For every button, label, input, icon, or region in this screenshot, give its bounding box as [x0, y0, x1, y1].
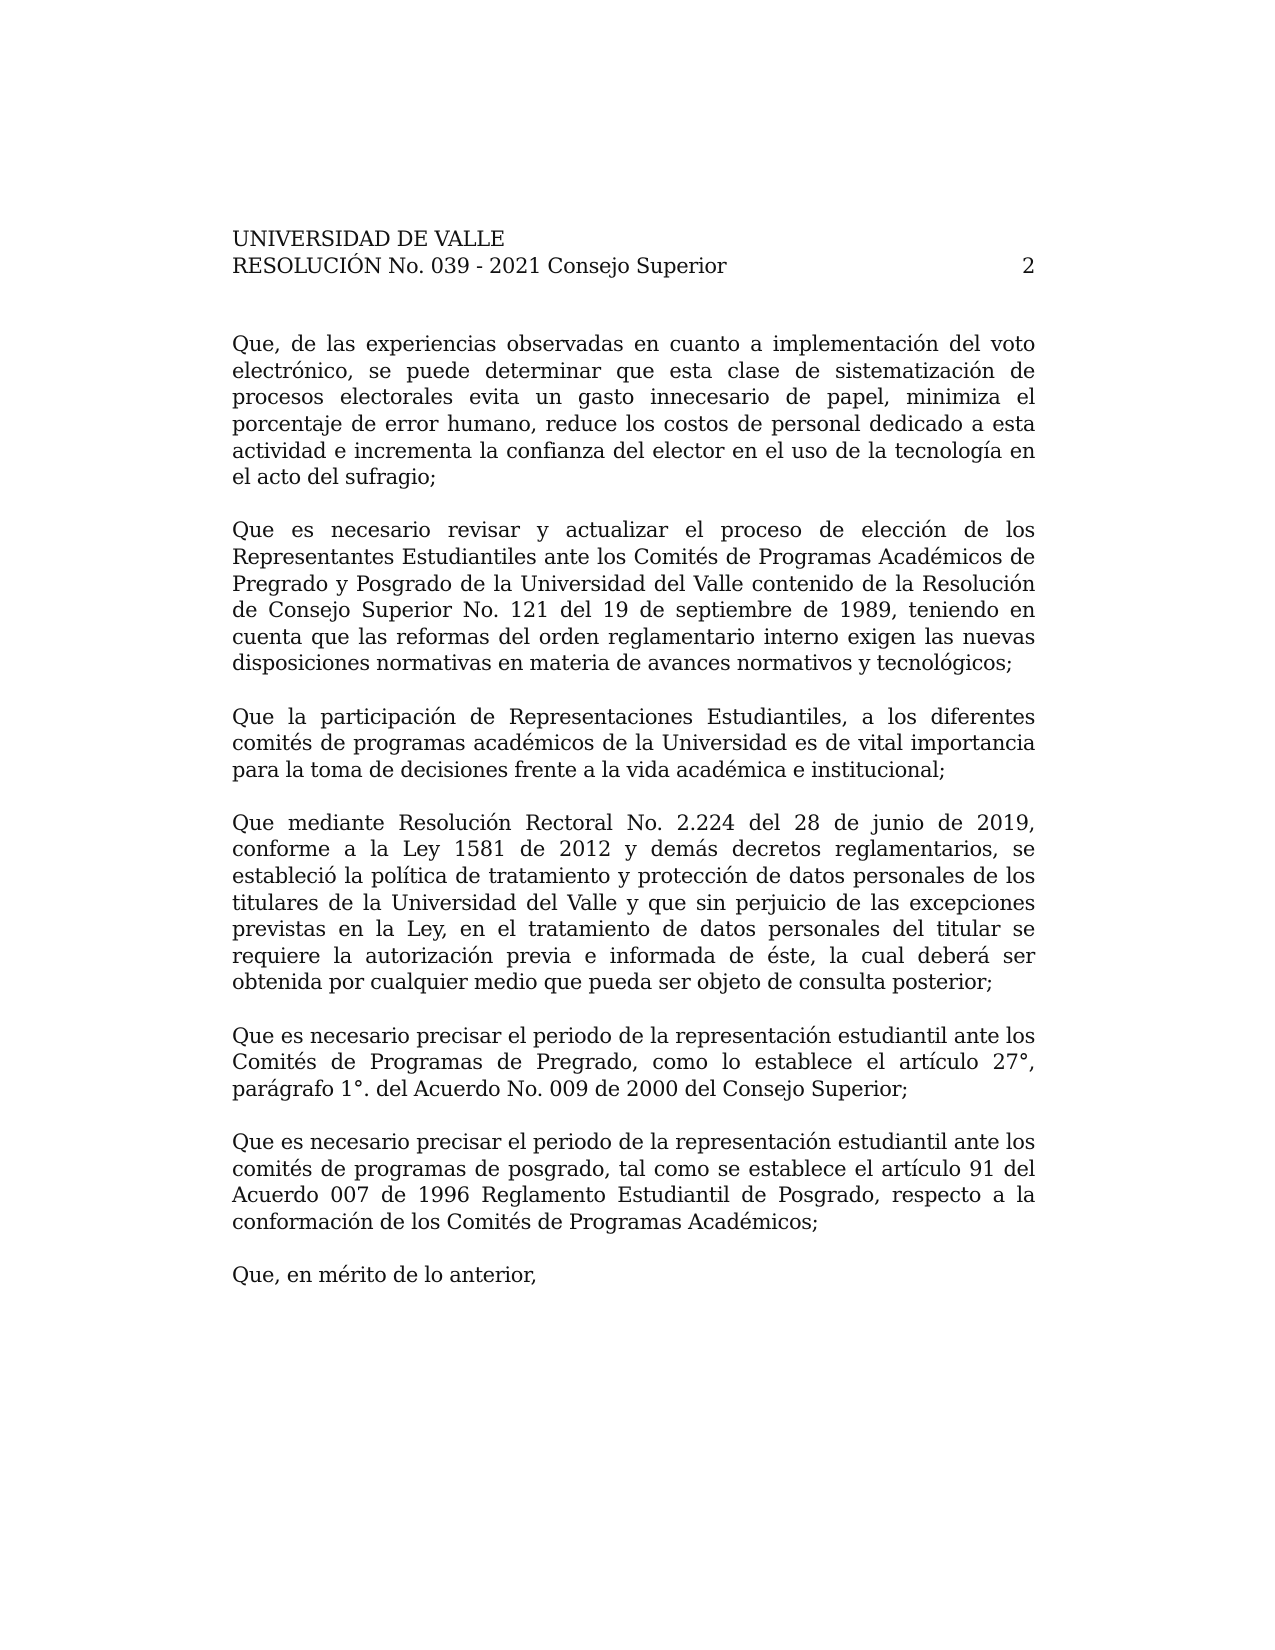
paragraph-election-process: Que es necesario revisar y actualizar el proceso de elección de los Representantes Estudiantiles ante los Comités de Programas Académicos de Pregrado y Posgrado de la Universidad del Valle contenido de la Resolución de Consejo Superior No. 121 del 19 de septiembre de 1989, teniendo en cuenta que las reformas del orden reglamentario interno exigen las nuevas disposiciones normativas en materia de avances normativos y tecnológicos; — [232, 518, 1035, 676]
paragraph-graduate-period: Que es necesario precisar el periodo de la representación estudiantil ante los comités de programas de posgrado, tal como se establece el artículo 91 del Acuerdo 007 de 1996 Reglamento Estudiantil de Posgrado, respecto a la conformación de los Comités de Programas Académicos; — [232, 1130, 1035, 1234]
page-header — [232, 226, 1035, 279]
paragraph-conclusion: Que, en mérito de lo anterior, — [232, 1262, 537, 1287]
paragraph-electronic-vote: Que, de las experiencias observadas en cuanto a implementación del voto electrónico, se puede determinar que esta clase de sistematización de procesos electorales evita un gasto innecesario de papel, minimiza el porcentaje de error humano, reduce los costos de personal dedicado a esta actividad e incrementa la confianza del elector en el uso de la tecnología en el acto del sufragio; — [232, 332, 1035, 490]
resolution-title: RESOLUCIÓN No. 039 - 2021 Consejo Superior — [232, 253, 727, 278]
document-body — [232, 226, 1035, 1315]
paragraph-data-protection: Que mediante Resolución Rectoral No. 2.224 del 28 de junio de 2019, conforme a la Ley 1581 de 2012 y demás decretos reglamentarios, se estableció la política de tratamiento y protección de datos personales de los titulares de la Universidad del Valle y que sin perjuicio de las excepciones previstas en la Ley, en el tratamiento de datos personales del titular se requiere la autorización previa e informada de éste, la cual deberá ser obtenida por cualquier medio que pueda ser objeto de consulta posterior; — [232, 810, 1035, 995]
paragraph-student-participation: Que la participación de Representaciones Estudiantiles, a los diferentes comités de programas académicos de la Universidad es de vital importancia para la toma de decisiones frente a la vida académica e institucional; — [232, 704, 1035, 782]
page-number: 2 — [1021, 253, 1035, 278]
institution-name: UNIVERSIDAD DE VALLE — [232, 227, 505, 251]
paragraph-undergraduate-period: Que es necesario precisar el periodo de la representación estudiantil ante los Comités de Programas de Pregrado, como lo establece el artículo 27°, parágrafo 1°. del Acuerdo No. 009 de 2000 del Consejo Superior; — [232, 1023, 1035, 1101]
